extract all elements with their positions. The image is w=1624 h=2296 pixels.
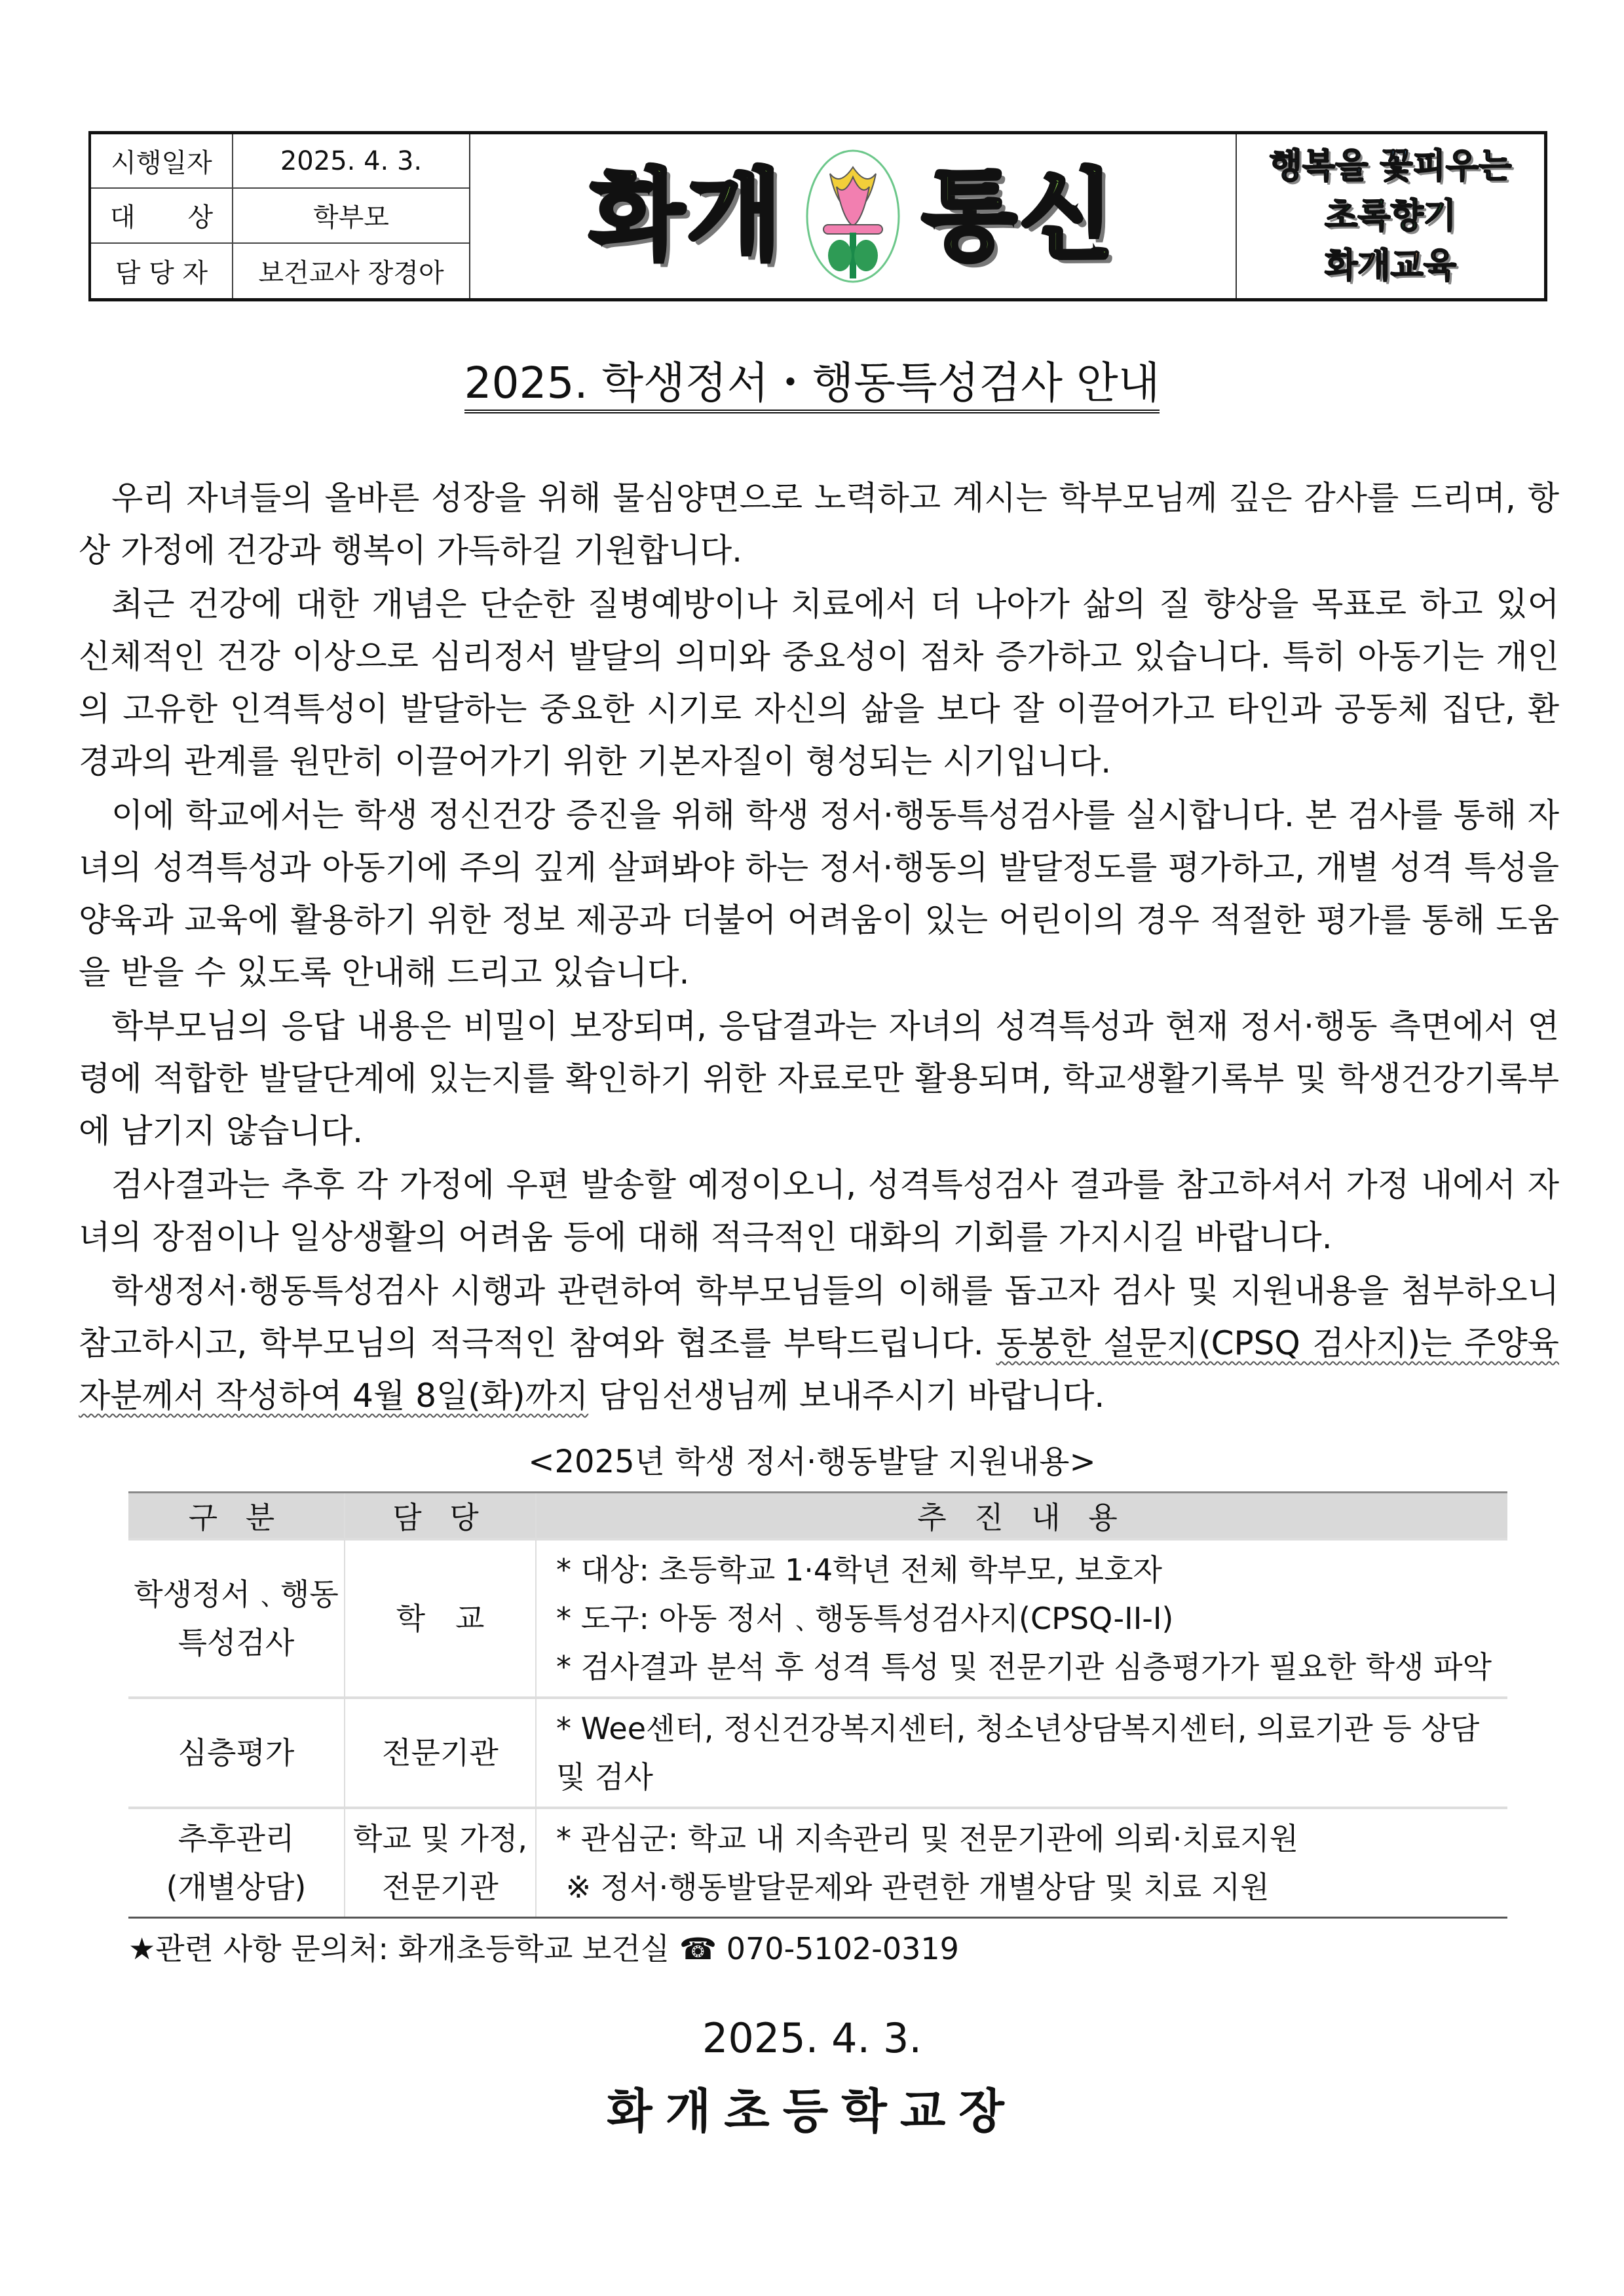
logo-text-left: 화개 [589,159,784,273]
table-caption: <2025년 학생 정서·행동발달 지원내용> [528,1444,1096,1480]
label-owner: 담 당 자 [91,244,233,298]
cell-content [536,1808,1507,1918]
paragraph-last [79,1265,1559,1422]
support-table [128,1491,1507,1919]
text: * 도구: 아동 정서﹑행동특성검사지(CPSQ-II-Ⅰ) [556,1601,1174,1636]
text: (개별상담) [166,1869,307,1905]
text: 학생정서·행동특성검사 시행과 관련하여 학부모님들의 이해를 돕고자 검사 및 지원내용을 첨부하오니 참고하시고, 학부모님의 적극적인 참여와 협조를 부탁드립니다. [79,1272,1559,1362]
text: * 관심군: 학교 내 지속관리 및 전문기관에 의뢰·치료지원 [556,1821,1299,1856]
letter-body [79,472,1559,1422]
cell-owner [345,1808,536,1918]
col-header: 담 당 [345,1493,536,1540]
contact-label: ★관련 사항 문의처: 화개초등학교 보건실 [128,1931,670,1966]
document-flow [0,354,1624,2183]
text: 학 교 [396,1601,485,1636]
newsletter-logo [470,134,1237,298]
text: 심층평가 [178,1735,295,1770]
phone-number: 070-5102-0319 [726,1931,959,1966]
label-target: 대 상 [91,189,233,243]
value-date: 2025. 4. 3. [233,134,469,189]
text: 전문기관 [382,1735,499,1770]
cell-content [536,1539,1507,1698]
phone-icon: ☎ [679,1931,717,1966]
text: 추후관리 [178,1821,295,1856]
table-row [128,1698,1507,1808]
text: 학생정서﹑행동 [134,1577,339,1612]
paragraph: 최근 건강에 대한 개념은 단순한 질병예방이나 치료에서 더 나아가 삶의 질 향상을 목표로 하고 있어 신체적인 건강 이상으로 심리정서 발달의 의미와 중요성이 점차 증가하고 있습니다. 특히 아동기는 개인의 고유한 인격특성이 발달하는 중요한 시기로 자신의 삶을 보다 잘 이끌어가고 타인과 공동체 집단, 환경과의 관계를 원만히 이끌어가기 위한 기본자질이 형성되는 시기입니다. [79,585,1559,780]
text: ※ 정서·행동발달문제와 관련한 개별상담 및 치료 지원 [556,1869,1270,1905]
logo-text-right: 통신 [922,159,1117,273]
issue-date: 2025. 4. 3. [702,2014,922,2062]
title-text: 2025. 학생정서・행동특성검사 안내 [464,358,1160,413]
slogan-line-2: 초록향기 [1325,197,1456,236]
cell-category [128,1698,345,1808]
emphasized-deadline: 동봉한 설문지(CPSQ 검사지)는 주양육자분께서 작성하여 4월 8일(화)까지 [79,1324,1559,1415]
label-date: 시행일자 [91,134,233,189]
flower-emblem-icon [804,147,902,285]
text: * 검사결과 분석 후 성격 특성 및 전문기관 심층평가가 필요한 학생 파악 [556,1649,1492,1685]
page-title [0,354,1624,413]
school-principal: 화개초등학교장 [607,2084,1017,2139]
cell-owner [345,1698,536,1808]
cell-category [128,1539,345,1698]
value-owner: 보건교사 장경아 [258,258,444,288]
text: 전문기관 [382,1869,499,1905]
table-row [128,1539,1507,1698]
table-row [128,1808,1507,1918]
slogan-line-1: 행복을 꽃피우는 [1269,147,1512,186]
contact-info [128,1928,1624,1970]
paragraph: 이에 학교에서는 학생 정신건강 증진을 위해 학생 정서·행동특성검사를 실시합니다. 본 검사를 통해 자녀의 성격특성과 아동기에 주의 깊게 살펴봐야 하는 정서·행동의 발달정도를 평가하고, 개별 성격 특성을 양육과 교육에 활용하기 위한 정보 제공과 더불어 어려움이 있는 어린이의 경우 적절한 평가를 통해 도움을 받을 수 있도록 안내해 드리고 있습니다. [79,796,1559,991]
cell-category [128,1808,345,1918]
paragraph: 우리 자녀들의 올바른 성장을 위해 물심양면으로 노력하고 계시는 학부모님께 깊은 감사를 드리며, 항상 가정에 건강과 행복이 가득하길 기원합니다. [79,479,1559,569]
col-header: 구 분 [128,1493,345,1540]
slogan-line-3: 화개교육 [1325,246,1456,286]
value-target: 학부모 [233,189,469,243]
text: 학교 및 가정, [352,1821,528,1856]
col-header: 추 진 내 용 [536,1493,1507,1540]
text: * Wee센터, 정신건강복지센터, 청소년상담복지센터, 의료기관 등 상담 및 검사 [556,1711,1480,1795]
paragraph: 학부모님의 응답 내용은 비밀이 보장되며, 응답결과는 자녀의 성격특성과 현재 정서·행동 측면에서 연령에 적합한 발달단계에 있는지를 확인하기 위한 자료로만 활용되며, 학교생활기록부 및 학생건강기록부에 남기지 않습니다. [79,1007,1559,1150]
info-grid [91,134,470,298]
cell-content [536,1698,1507,1808]
paragraph: 검사결과는 추후 각 가정에 우편 발송할 예정이오니, 성격특성검사 결과를 참고하셔서 가정 내에서 자녀의 장점이나 일상생활의 어려움 등에 대해 적극적인 대화의 기회를 가지시길 바랍니다. [79,1166,1559,1256]
newsletter-header [88,131,1547,301]
cell-owner [345,1539,536,1698]
text: * 대상: 초등학교 1·4학년 전체 학부모, 보호자 [556,1552,1162,1588]
text: 담임선생님께 보내주시기 바랍니다. [588,1377,1105,1415]
text: 특성검사 [178,1625,295,1660]
slogan [1237,134,1544,298]
